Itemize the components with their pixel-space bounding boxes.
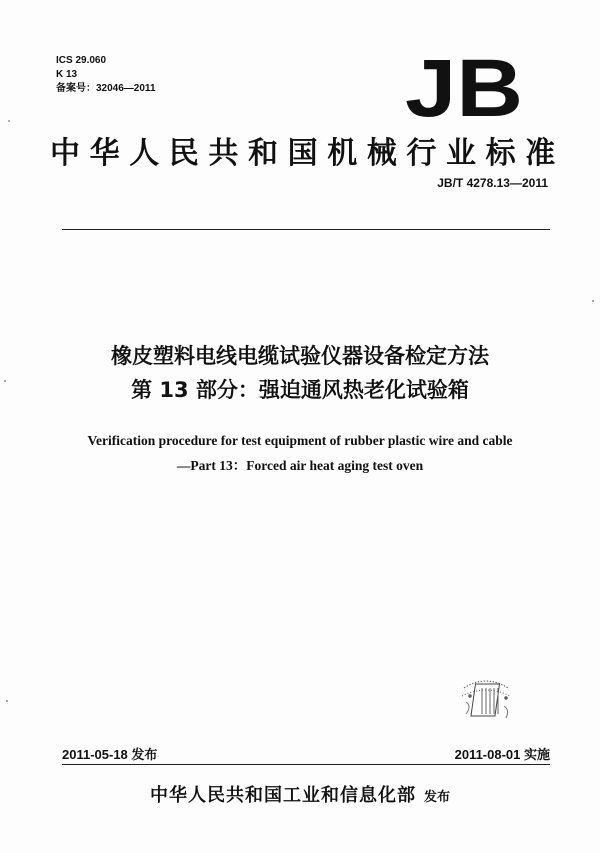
publisher-name: 中华人民共和国工业和信息化部 (149, 785, 416, 806)
jb-logo-text: JB (405, 52, 523, 122)
title-cn-line1: 橡皮塑料电线电缆试验仪器设备检定方法 (111, 344, 489, 368)
organization-title: 中华人民共和国机械行业标准 (50, 136, 565, 171)
issue-date: 2011-05-18 发布 (62, 747, 158, 762)
ics-code: ICS 29.060 (56, 55, 107, 66)
title-cn-line2: 第 13 部分：强迫通风热老化试验箱 (131, 378, 469, 402)
record-number: 备案号：32046—2011 (56, 83, 156, 94)
publisher-seal-icon (452, 666, 520, 726)
jb-logo (405, 52, 523, 122)
scan-speck (6, 700, 8, 702)
title-en-line1: Verification procedure for test equipment of rubber plastic wire and cable (87, 433, 513, 448)
implementation-date: 2011-08-01 实施 (454, 747, 550, 762)
top-divider (62, 229, 550, 230)
standard-number: JB/T 4278.13—2011 (437, 176, 548, 190)
classification-block (56, 54, 156, 96)
publisher-line (0, 781, 600, 807)
scan-speck (8, 120, 10, 122)
scan-speck (592, 300, 594, 302)
scan-speck (4, 380, 6, 382)
publisher-suffix: 发布 (423, 790, 450, 805)
title-en-line2: —Part 13：Forced air heat aging test oven (176, 458, 424, 473)
ccs-code: K 13 (56, 69, 78, 80)
bottom-divider (62, 764, 550, 765)
